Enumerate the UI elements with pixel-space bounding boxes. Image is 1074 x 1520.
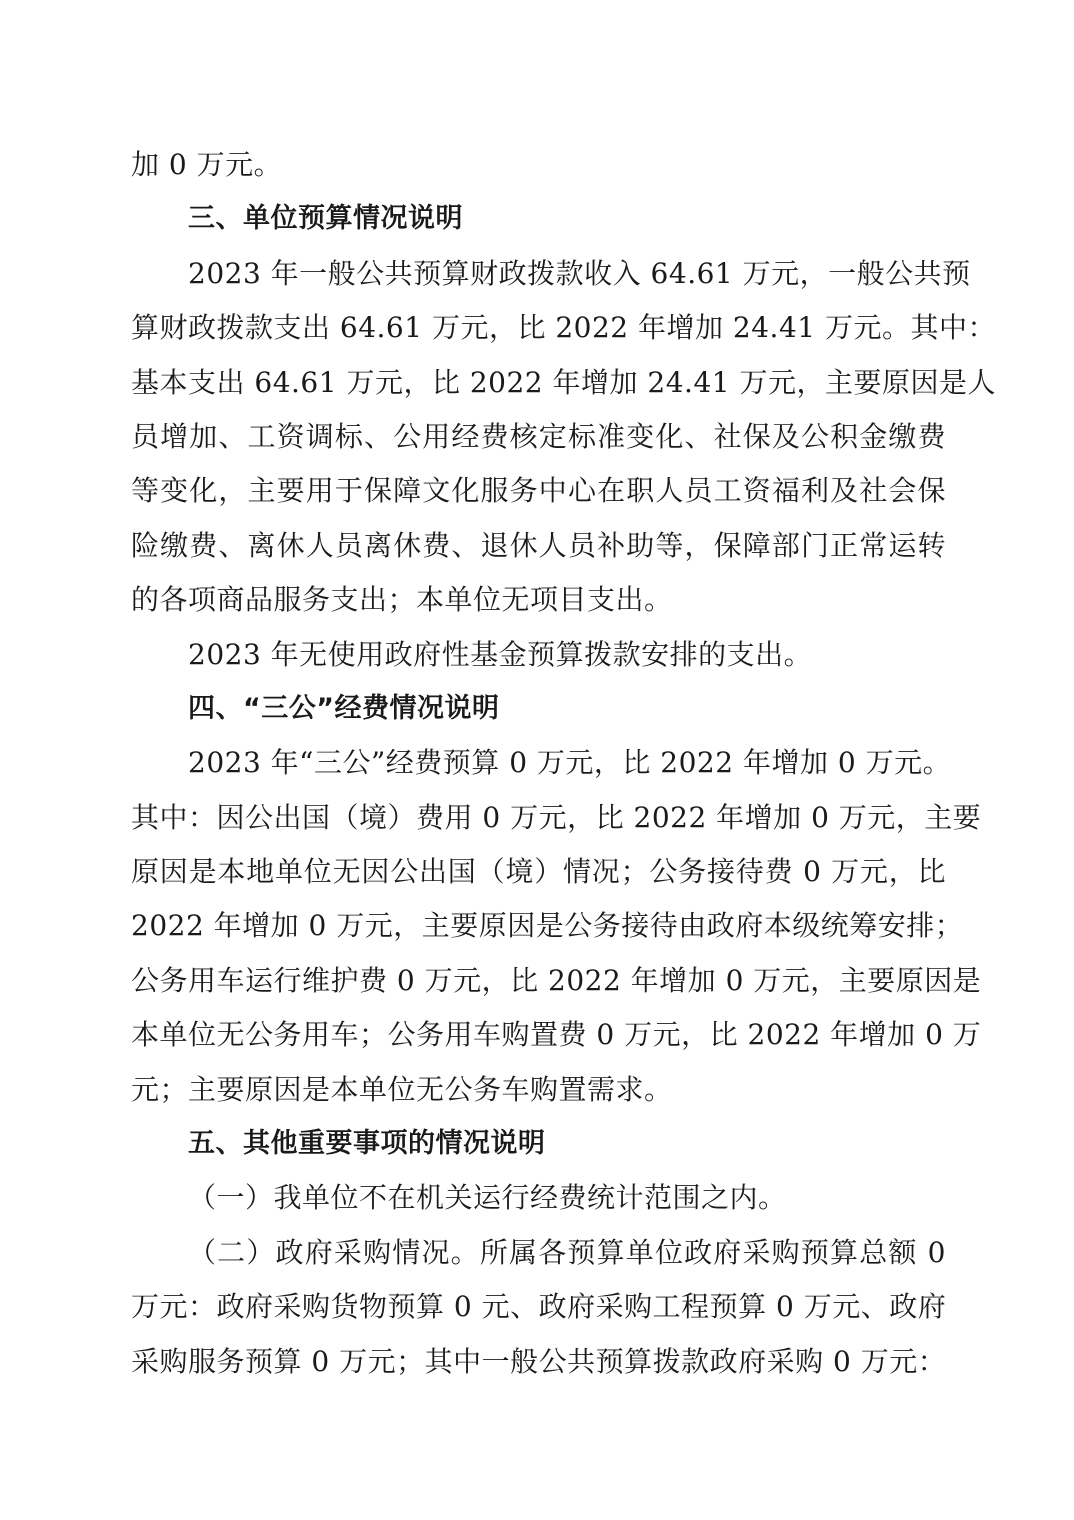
paragraph-line: 基本支出 64.61 万元，比 2022 年增加 24.41 万元，主要原因是人	[131, 365, 996, 399]
paragraph-line: 等变化，主要用于保障文化服务中心在职人员工资福利及社会保	[131, 474, 946, 508]
paragraph-line: （二）政府采购情况。所属各预算单位政府采购预算总额 0	[188, 1235, 946, 1269]
paragraph-line: 的各项商品服务支出；本单位无项目支出。	[131, 583, 673, 617]
paragraph-line: 万元：政府采购货物预算 0 元、政府采购工程预算 0 万元、政府	[131, 1290, 947, 1324]
paragraph-line: 险缴费、离休人员离休费、退休人员补助等，保障部门正常运转	[131, 528, 946, 562]
paragraph-line: 元；主要原因是本单位无公务车购置需求。	[131, 1072, 673, 1106]
paragraph-line: 其中：因公出国（境）费用 0 万元，比 2022 年增加 0 万元，主要	[131, 800, 982, 834]
paragraph-line: （一）我单位不在机关运行经费统计范围之内。	[188, 1181, 787, 1215]
paragraph-line: 2023 年“三公”经费预算 0 万元，比 2022 年增加 0 万元。	[188, 746, 952, 780]
paragraph-line: 2022 年增加 0 万元，主要原因是公务接待由政府本级统筹安排；	[131, 909, 964, 943]
section-heading-3: 三、单位预算情况说明	[188, 203, 463, 235]
document-page	[131, 138, 996, 1389]
paragraph-line: 原因是本地单位无因公出国（境）情况；公务接待费 0 万元，比	[131, 855, 946, 889]
paragraph-line: 本单位无公务用车；公务用车购置费 0 万元，比 2022 年增加 0 万	[131, 1018, 982, 1052]
section-heading-5: 五、其他重要事项的情况说明	[188, 1128, 546, 1160]
paragraph-line: 采购服务预算 0 万元；其中一般公共预算拨款政府采购 0 万元：	[131, 1344, 947, 1378]
paragraph-line: 2023 年一般公共预算财政拨款收入 64.61 万元，一般公共预	[188, 256, 971, 290]
paragraph-line: 2023 年无使用政府性基金预算拨款安排的支出。	[188, 637, 813, 671]
section-heading-4: 四、“三公”经费情况说明	[188, 692, 500, 724]
paragraph-line: 公务用车运行维护费 0 万元，比 2022 年增加 0 万元，主要原因是	[131, 963, 982, 997]
paragraph-line: 算财政拨款支出 64.61 万元，比 2022 年增加 24.41 万元。其中：	[131, 311, 996, 345]
paragraph-line: 员增加、工资调标、公用经费核定标准变化、社保及公积金缴费	[131, 419, 946, 453]
paragraph-line: 加 0 万元。	[131, 148, 283, 181]
